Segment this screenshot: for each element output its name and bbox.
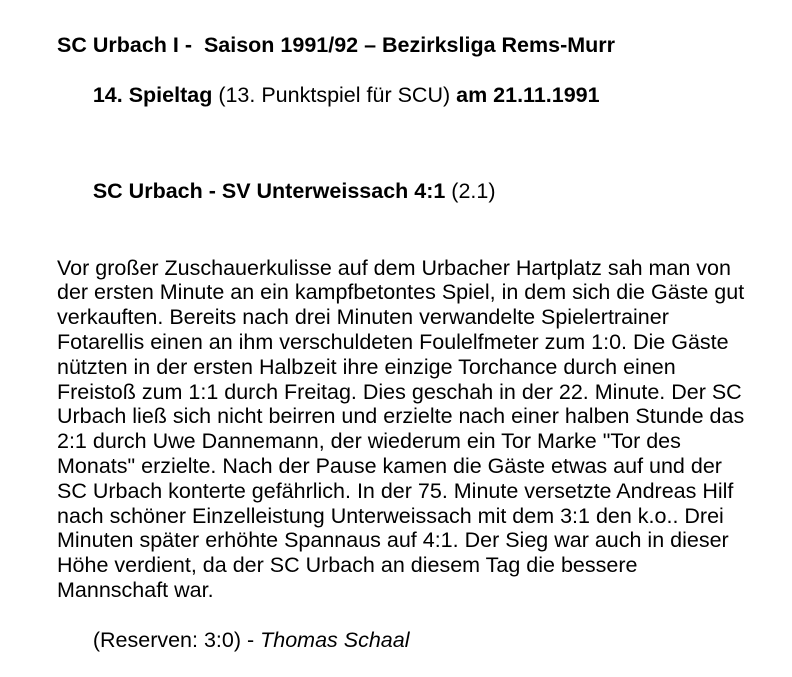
report-line: Mannschaft war. — [57, 577, 214, 602]
match-result-line — [57, 154, 762, 228]
report-line: Monats" erzielte. Nach der Pause kamen die Gäste etwas auf und der — [57, 453, 722, 478]
author-name: Thomas Schaal — [260, 627, 410, 652]
report-line: Vor großer Zuschauerkulisse auf dem Urbacher Hartplatz sah man von — [57, 255, 731, 280]
report-header — [57, 33, 762, 132]
matchday-line — [57, 58, 762, 132]
match-result-halftime: (2.1) — [445, 178, 496, 203]
report-line: verkauften. Bereits nach drei Minuten verwandelte Spielertrainer — [57, 305, 669, 330]
report-line: Freistoß zum 1:1 durch Freitag. Dies geschah in der 22. Minute. Der SC — [57, 379, 742, 404]
report-line: 2:1 durch Uwe Dannemann, der wiederum ein Tor Marke "Tor des — [57, 429, 681, 454]
report-line: SC Urbach konterte gefährlich. In der 75. Minute versetzte Andreas Hilf — [57, 478, 734, 503]
reserves-result: (Reserven: 3:0) - — [92, 627, 261, 652]
report-line: Höhe verdient, da der SC Urbach an diesem Tag die bessere — [57, 553, 638, 578]
report-line: nützten in der ersten Halbzeit ihre einzige Torchance durch einen — [57, 354, 676, 379]
season-title: SC Urbach I - Saison 1991/92 – Bezirksliga Rems-Murr — [57, 33, 616, 57]
report-line: Minuten später erhöhte Spannaus auf 4:1. Der Sieg war auch in dieser — [57, 528, 729, 553]
report-line: nach schöner Einzelleistung Unterweissach mit dem 3:1 den k.o.. Drei — [57, 503, 724, 528]
matchday-note: (13. Punktspiel für SCU) — [212, 82, 457, 107]
report-line: Urbach ließ sich nicht beirren und erzielte nach einer halben Stunde das — [57, 404, 745, 429]
match-result-block — [57, 154, 762, 228]
matchday-label: 14. Spieltag — [92, 82, 213, 107]
match-report-text — [57, 256, 762, 677]
match-result-score: SC Urbach - SV Unterweissach 4:1 — [92, 178, 446, 203]
report-line: Fotarellis einen an ihm verschuldeten Foulelfmeter zum 1:0. Die Gäste — [57, 329, 729, 354]
match-date: am 21.11.1991 — [456, 82, 600, 107]
report-line: der ersten Minute an ein kampfbetontes Spiel, in dem sich die Gäste gut — [57, 280, 745, 305]
byline — [57, 603, 762, 677]
